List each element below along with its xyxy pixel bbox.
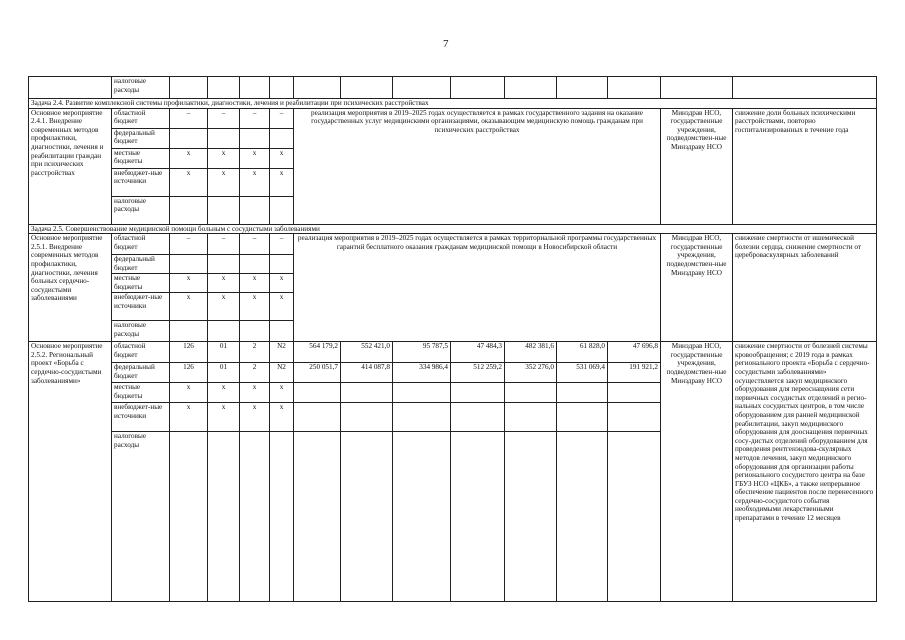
code-cell: – [270,234,294,255]
source-label: местные бюджеты [112,383,170,403]
code-cell [270,321,294,342]
amount-cell: 564 179,2 [294,342,341,363]
amount-cell: 250 051,7 [294,363,341,383]
code-cell [240,432,270,602]
amount-cell: 61 828,0 [557,342,608,363]
code-cell [208,255,240,274]
source-label: налоговые расходы [112,77,170,99]
amount-cell: 47 484,3 [451,342,505,363]
code-cell [170,321,208,342]
code-cell: 126 [170,363,208,383]
amount-cell: 414 087,8 [341,363,393,383]
code-cell: х [170,148,208,168]
code-cell [170,432,208,602]
code-cell: – [240,234,270,255]
code-cell: – [240,108,270,128]
code-cell: 2 [240,363,270,383]
code-cell [270,196,294,224]
code-cell: х [208,403,240,432]
table-row [29,234,877,255]
code-cell: х [270,403,294,432]
budget-table [28,76,877,602]
source-label: налоговые расходы [112,321,170,342]
source-label: внебюджет-ные источники [112,293,170,321]
source-label: областной бюджет [112,108,170,128]
result-cell: снижение смертности от болезней системы кровообращения; с 2019 года в рамках регионального проекта «Борьба с сердечно-сосудистыми заболеваниями» осуществляется закуп медицинского оборудования для переоснащения сети первичных сосудистых отделений и регио-нальных сосудистых центров, в том числе оборудованием для ранней медицинской реабилитации, закуп медицинского оборудования для дооснащения первичных сосу-дистых отделений оборудованием для проведения рентгенэндова-скулярных методов лечения, закуп медицинского оборудования для организации работы регионального сосудистого центра на базе ГБУЗ НСО «ЦКБ», а также непрерывное обеспечение пациентов после перенесенного сердечно-сосудистого события необходимыми лекарственными препаратами в течение 12 месяцев [733,342,877,602]
table-row [29,108,877,128]
code-cell: 01 [208,342,240,363]
code-cell [240,255,270,274]
code-cell: х [240,148,270,168]
code-cell: х [240,293,270,321]
code-cell [270,128,294,148]
code-cell: х [170,383,208,403]
page-number: 7 [443,38,449,50]
code-cell: х [170,168,208,196]
table-row [29,342,877,363]
code-cell: х [240,274,270,293]
amount-cell: 552 421,0 [341,342,393,363]
amount-cell: 352 276,0 [505,363,557,383]
code-cell: х [240,383,270,403]
amount-cell: 482 381,6 [505,342,557,363]
code-cell: х [170,274,208,293]
code-cell [170,128,208,148]
code-cell: х [240,403,270,432]
executor-cell: Минздрав НСО, государственные учреждения, подведомствен-ные Минздраву НСО [661,234,733,342]
executor-cell: Минздрав НСО, государственные учреждения, подведомствен-ные Минздраву НСО [661,342,733,602]
amount-cell: 191 921,2 [608,363,661,383]
code-cell: х [208,383,240,403]
measure-name: Основное мероприятие 2.4.1. Внедрение современных методов профилактики, диагностики, лечения и реабилитации граждан при психических расстройствах [29,108,112,224]
code-cell [170,196,208,224]
code-cell [208,128,240,148]
amount-cell: 95 787,5 [393,342,451,363]
code-cell: х [270,168,294,196]
source-label: федеральный бюджет [112,255,170,274]
task-title: Задача 2.4. Развитие комплексной системы профилактики, диагностики, лечения и реабилитации при психических расстройствах [29,99,877,109]
code-cell [240,128,270,148]
measure-note: реализация мероприятия в 2019–2025 годах осуществляется в рамках территориальной программы государственных гарантий бесплатного оказания гражданам медицинской помощи в Новосибирской области [294,234,661,342]
code-cell [208,196,240,224]
code-cell: N2 [270,342,294,363]
code-cell [208,432,240,602]
measure-name: Основное мероприятие 2.5.2. Региональный проект «Борьба с сердечно-сосудистыми заболеваниями» [29,342,112,602]
source-label: областной бюджет [112,234,170,255]
code-cell: х [170,403,208,432]
code-cell: х [270,148,294,168]
amount-cell: 47 696,8 [608,342,661,363]
code-cell: – [208,108,240,128]
source-label: налоговые расходы [112,196,170,224]
amount-cell: 531 069,4 [557,363,608,383]
code-cell [270,432,294,602]
source-label: внебюджет-ные источники [112,168,170,196]
code-cell: 01 [208,363,240,383]
code-cell [208,321,240,342]
code-cell: 2 [240,342,270,363]
source-label: местные бюджеты [112,274,170,293]
code-cell: х [270,274,294,293]
code-cell: – [208,234,240,255]
code-cell: х [170,293,208,321]
task-row [29,99,877,109]
source-label: местные бюджеты [112,148,170,168]
source-label: внебюджет-ные источники [112,403,170,432]
code-cell: х [270,293,294,321]
source-label: налоговые расходы [112,432,170,602]
code-cell [270,255,294,274]
amount-cell: 512 259,2 [451,363,505,383]
measure-note: реализация мероприятия в 2019–2025 годах осуществляется в рамках государственного задания на оказание государственных услуг медицинскими организациями, оказывающим медицинскую помощь гражданам при психических расстройствах [294,108,661,224]
code-cell: – [170,234,208,255]
code-cell: 126 [170,342,208,363]
result-cell: снижение смертности от ишемической болезни сердца, снижение смертности от цереброваскулярных заболеваний [733,234,877,342]
result-cell: снижение доли больных психическими расстройствами, повторно госпитализированных в течение года [733,108,877,224]
executor-cell: Минздрав НСО, государственные учреждения, подведомствен-ные Минздраву НСО [661,108,733,224]
code-cell [240,321,270,342]
table-row [29,77,877,99]
measure-name: Основное мероприятие 2.5.1. Внедрение современных методов профилактики, диагностики, лечения больных сердечно-сосудистыми заболеваниями [29,234,112,342]
code-cell: х [208,148,240,168]
task-title: Задача 2.5. Совершенствование медицинской помощи больным с сосудистыми заболеваниями [29,224,877,234]
code-cell: х [240,168,270,196]
code-cell: х [208,274,240,293]
source-label: федеральный бюджет [112,363,170,383]
task-row [29,224,877,234]
code-cell: х [270,383,294,403]
code-cell: N2 [270,363,294,383]
amount-cell: 334 986,4 [393,363,451,383]
source-label: областной бюджет [112,342,170,363]
code-cell [240,196,270,224]
code-cell [170,255,208,274]
code-cell: – [270,108,294,128]
code-cell: х [208,168,240,196]
code-cell: – [170,108,208,128]
source-label: федеральный бюджет [112,128,170,148]
code-cell: х [208,293,240,321]
